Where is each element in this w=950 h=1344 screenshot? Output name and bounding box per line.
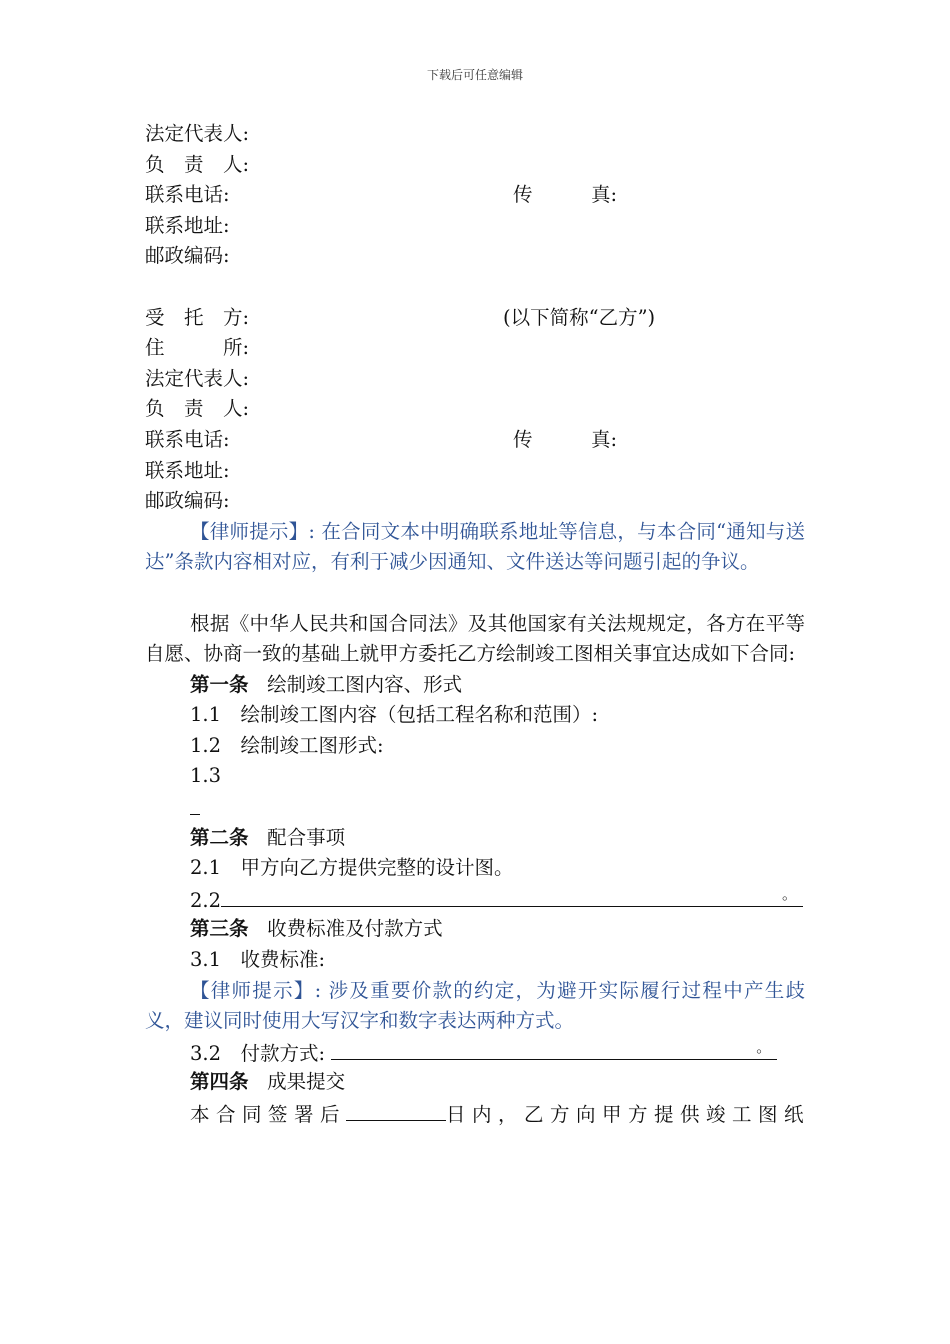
party-a-fax: 传 真: — [513, 183, 618, 207]
party-a-responsible: 负 责 人: — [145, 152, 250, 176]
tip2-head: 【律师提示】 — [190, 978, 315, 1002]
tip-head: 【律师提示】 — [190, 519, 309, 543]
article-1-heading — [145, 670, 805, 701]
clause-1-3: 1.3 — [190, 764, 222, 788]
clause-2-2-blank — [221, 884, 803, 907]
article-1-name: 绘制竣工图内容、形式 — [267, 672, 463, 696]
article-3-heading — [145, 914, 805, 945]
article-2-name: 配合事项 — [267, 825, 346, 849]
party-b-note: (以下简称“乙方”) — [503, 305, 656, 329]
party-b-postcode: 邮政编码: — [145, 489, 230, 513]
clause-2-2-row — [145, 884, 805, 915]
party-a-legal-rep: 法定代表人: — [145, 122, 250, 145]
article-4-text — [145, 1098, 811, 1129]
article-2-heading — [145, 823, 805, 854]
party-b-phone: 联系电话: — [145, 427, 230, 451]
clause-3-2: 3.2 付款方式: — [190, 1041, 326, 1065]
article-4-before: 本合同签署后 — [190, 1103, 347, 1126]
article-2-title: 第二条 — [190, 825, 249, 849]
blank-dash — [190, 792, 200, 815]
party-b-entrusted-row — [145, 303, 805, 334]
clause-1-1: 1.1 绘制竣工图内容（包括工程名称和范围）: — [190, 703, 599, 727]
clause-1-2: 1.2 绘制竣工图形式: — [190, 733, 384, 757]
blank-dash-line — [145, 792, 805, 823]
party-b-phone-row — [145, 425, 805, 456]
intro-paragraph: 根据《中华人民共和国合同法》及其他国家有关法规规定，各方在平等自愿、协商一致的基础上就甲方委托乙方绘制竣工图相关事宜达成如下合同: — [145, 611, 805, 666]
clause-3-2-end: 。 — [756, 1038, 772, 1057]
party-b-residence: 住 所: — [145, 336, 250, 360]
party-a-address: 联系地址: — [145, 213, 230, 237]
lawyer-tip-price — [145, 976, 805, 1037]
party-b-legal-rep: 法定代表人: — [145, 366, 250, 390]
party-b-entrusted: 受 托 方: — [145, 305, 250, 329]
clause-2-2: 2.2 — [190, 888, 222, 912]
party-b-fax: 传 真: — [513, 427, 618, 451]
clause-3-2-row — [145, 1037, 805, 1068]
party-a-phone-row — [145, 180, 805, 211]
article-4-days-blank — [346, 1098, 446, 1121]
clause-3-1: 3.1 收费标准: — [190, 948, 326, 972]
party-a-postcode: 邮政编码: — [145, 244, 230, 268]
clause-2-1: 2.1 甲方向乙方提供完整的设计图。 — [190, 856, 514, 880]
party-b-address: 联系地址: — [145, 458, 230, 482]
tip2-body: : 涉及重要价款的约定，为避开实际履行过程中产生歧义，建议同时使用大写汉字和数字表达两种方式。 — [145, 978, 805, 1033]
clause-2-2-end: 。 — [782, 885, 798, 904]
article-4-heading — [145, 1067, 805, 1098]
article-1-title: 第一条 — [190, 672, 249, 696]
contract-body — [145, 119, 811, 1129]
party-a-phone: 联系电话: — [145, 183, 230, 207]
article-4-title: 第四条 — [190, 1070, 249, 1094]
article-4-name: 成果提交 — [267, 1070, 346, 1094]
party-b-responsible: 负 责 人: — [145, 397, 250, 421]
article-3-name: 收费标准及付款方式 — [267, 917, 443, 941]
article-3-title: 第三条 — [190, 917, 249, 941]
clause-3-2-blank — [331, 1037, 777, 1060]
tip-body: : 在合同文本中明确联系地址等信息，与本合同“通知与送达”条款内容相对应，有利于减少因通知、文件送达等问题引起的争议。 — [145, 519, 805, 574]
page-header: 下载后可任意编辑 — [426, 68, 523, 82]
lawyer-tip-contact — [145, 517, 805, 578]
article-4-after: 日内，乙方向甲方提供竣工图纸 — [446, 1103, 811, 1126]
